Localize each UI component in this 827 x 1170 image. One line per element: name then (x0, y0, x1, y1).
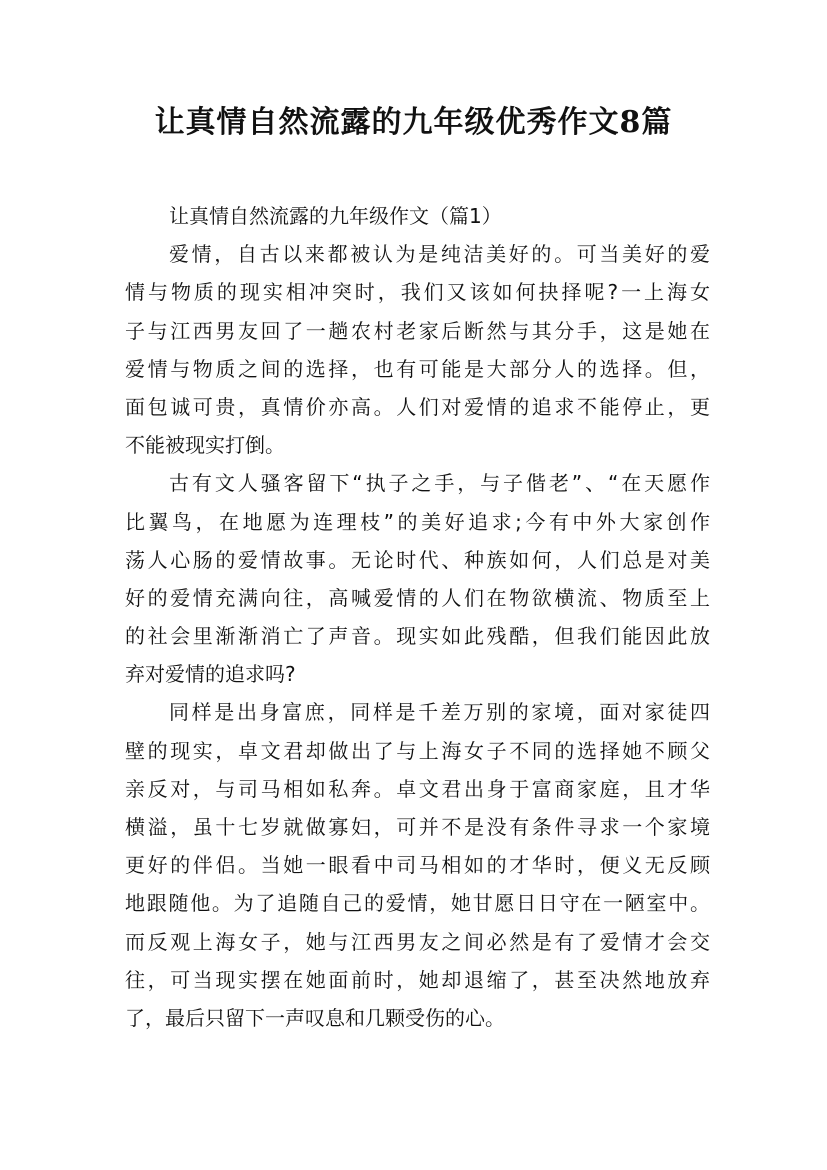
paragraph (125, 235, 710, 464)
paragraph-line: 而反观上海女子，她与江西男友之间必然是有了爱情才会交 (125, 929, 710, 954)
paragraph-line: 爱情与物质之间的选择，也有可能是大部分人的选择。但， (125, 356, 710, 381)
paragraph (125, 464, 710, 693)
paragraph-line: 地跟随他。为了追随自己的爱情，她甘愿日日守在一陋室中。 (125, 891, 710, 916)
document-body (125, 197, 710, 1037)
paragraph-line: 横溢，虽十七岁就做寡妇，可并不是没有条件寻求一个家境 (125, 815, 710, 839)
paragraph-line: 弃对爱情的追求吗? (125, 662, 296, 687)
paragraph-line: 情与物质的现实相冲突时，我们又该如何抉择呢?一上海女 (125, 280, 710, 305)
paragraph-line: 亲反对，与司马相如私奔。卓文君出身于富商家庭，且才华 (125, 776, 710, 801)
subtitle-heading: 让真情自然流露的九年级作文（篇1） (169, 204, 502, 228)
paragraph (125, 693, 710, 1037)
paragraph-line: 古有文人骚客留下“执子之手，与子偕老”、“在天愿作 (169, 471, 710, 496)
paragraph-line: 好的爱情充满向往，高喊爱情的人们在物欲横流、物质至上 (125, 585, 710, 610)
paragraph-line: 比翼鸟，在地愿为连理枝”的美好追求;今有中外大家创作 (125, 509, 710, 534)
paragraph-line: 往，可当现实摆在她面前时，她却退缩了，甚至决然地放弃 (125, 967, 710, 992)
paragraph-line: 荡人心肠的爱情故事。无论时代、种族如何，人们总是对美 (125, 547, 710, 572)
paragraph-line: 不能被现实打倒。 (125, 433, 285, 458)
paragraph-line: 爱情，自古以来都被认为是纯洁美好的。可当美好的爱 (169, 242, 710, 267)
paragraph-line: 壁的现实，卓文君却做出了与上海女子不同的选择她不顾父 (125, 738, 710, 763)
document-title: 让真情自然流露的九年级优秀作文8篇 (154, 105, 673, 140)
paragraph-line: 子与江西男友回了一趟农村老家后断然与其分手，这是她在 (125, 318, 710, 343)
paragraph-line: 同样是出身富庶，同样是千差万别的家境，面对家徒四 (169, 700, 710, 725)
paragraph-line: 了，最后只留下一声叹息和几颗受伤的心。 (125, 1005, 505, 1030)
paragraph-line: 的社会里渐渐消亡了声音。现实如此残酷，但我们能因此放 (125, 624, 710, 649)
paragraph-line: 更好的伴侣。当她一眼看中司马相如的才华时，便义无反顾 (125, 853, 710, 878)
paragraph-line: 面包诚可贵，真情价亦高。人们对爱情的追求不能停止，更 (125, 394, 710, 419)
